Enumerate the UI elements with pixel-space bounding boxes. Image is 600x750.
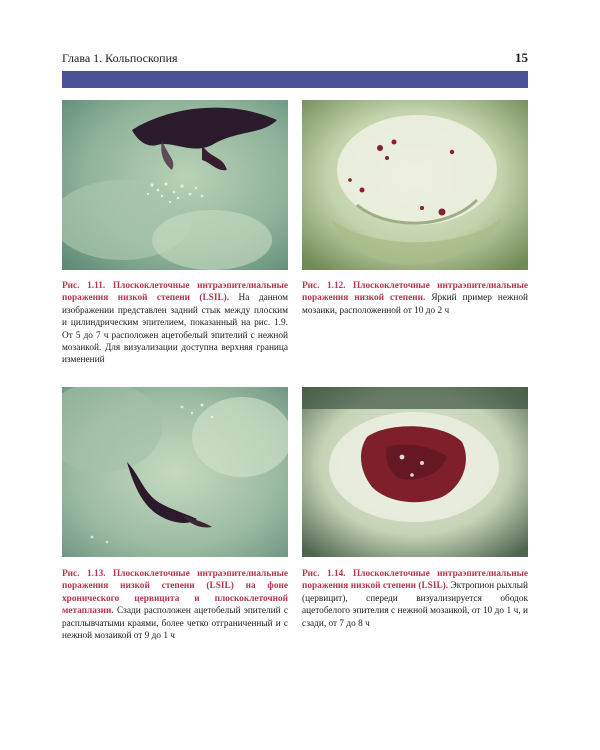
figure-description: Эктропион рыхлый (цервицит), спереди визуализируется ободок ацетобелого эпителия с нежной мозаикой, от 10 до 1 ч, и сзади, от 7 до 8 ч — [302, 581, 528, 629]
figure-label: Рис. 1.14. Плоскоклеточные интраэпителиальные поражения низкой степени (LSIL). — [302, 569, 528, 592]
figure-description: Сзади расположен ацетобелый эпителий с расплывчатыми краями, более четко отграниченный и с нежной мозаикой от 9 до 1 ч — [62, 606, 288, 642]
page-number: 15 — [515, 50, 528, 65]
figure-label: Рис. 1.11. Плоскоклеточные интраэпителиальные поражения низкой степени (LSIL). — [62, 281, 288, 304]
figure-1-11-caption — [62, 280, 288, 367]
figure-1-14-caption — [302, 568, 528, 630]
header-rule-bar — [62, 71, 528, 88]
figure-1-12-photo — [302, 100, 528, 270]
figure-label: Рис. 1.13. Плоскоклеточные интраэпителиальные поражения низкой степени (LSIL) на фоне хронического цервицита и плоскоклеточной метаплазии. — [62, 569, 288, 617]
running-head — [62, 50, 528, 66]
figure-1-12-caption — [302, 280, 528, 317]
figure-1-14-photo — [302, 387, 528, 557]
figure-description: На данном изображении представлен задний стык между плоским и цилиндрическим эпителием, показанный на рис. 1.9. От 5 до 7 ч расположен ацетобелый эпителий с нежной мозаикой. Для визуализации доступна верхняя граница изменений — [62, 293, 289, 366]
figure-1-13-photo — [62, 387, 288, 557]
figure-1-11-photo — [62, 100, 288, 270]
figure-1-13-caption — [62, 568, 288, 642]
chapter-title: Глава 1. Кольпоскопия — [62, 51, 178, 65]
figure-description: Яркий пример нежной мозаики, расположенной от 10 до 2 ч — [302, 293, 528, 316]
figure-label: Рис. 1.12. Плоскоклеточные интраэпителиальные поражения низкой степени. — [302, 281, 528, 304]
